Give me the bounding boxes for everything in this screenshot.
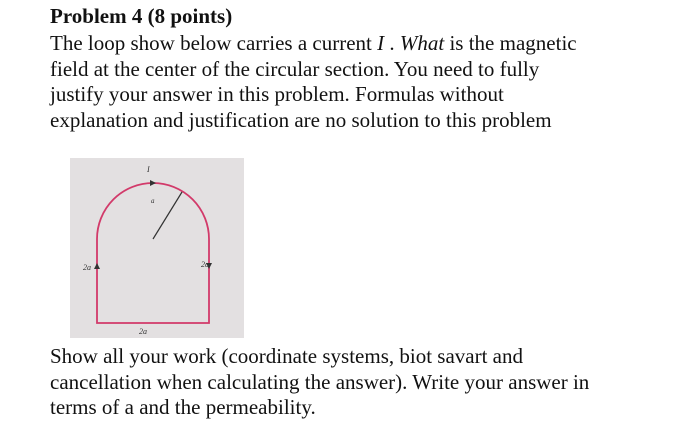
statement-text: is the magnetic [444, 31, 577, 55]
instructions-line-3: terms of a and the permeability. [50, 395, 316, 419]
current-label: I [147, 165, 150, 174]
statement-line-4: explanation and justification are no solution to this problem [50, 107, 552, 132]
left-side-label: 2a [83, 263, 91, 272]
radius-line [153, 192, 182, 239]
radius-label: a [151, 197, 155, 205]
statement-text: . [384, 31, 400, 55]
loop-diagram [70, 158, 244, 338]
instructions-line-2: cancellation when calculating the answer). Write your answer in [50, 369, 590, 394]
statement-line-2: field at the center of the circular section. You need to fully [50, 56, 540, 81]
emphasis-what: What [399, 31, 445, 55]
problem-title: Problem 4 (8 points) [50, 4, 233, 28]
instructions-line-1: Show all your work (coordinate systems, biot savart and [50, 344, 523, 368]
statement-text: The loop show below carries a current [50, 31, 378, 55]
statement-line-1 [50, 31, 690, 57]
statement-line-3: justify your answer in this problem. Formulas without [50, 82, 504, 106]
instructions [50, 344, 690, 421]
arrow-left-side [94, 263, 100, 269]
bottom-label: 2a [139, 327, 147, 336]
problem-statement [50, 31, 690, 133]
current-arrow-top [150, 180, 156, 186]
right-side-label: 2a [201, 260, 209, 269]
loop-figure [70, 158, 244, 338]
current-symbol: I [377, 31, 385, 55]
